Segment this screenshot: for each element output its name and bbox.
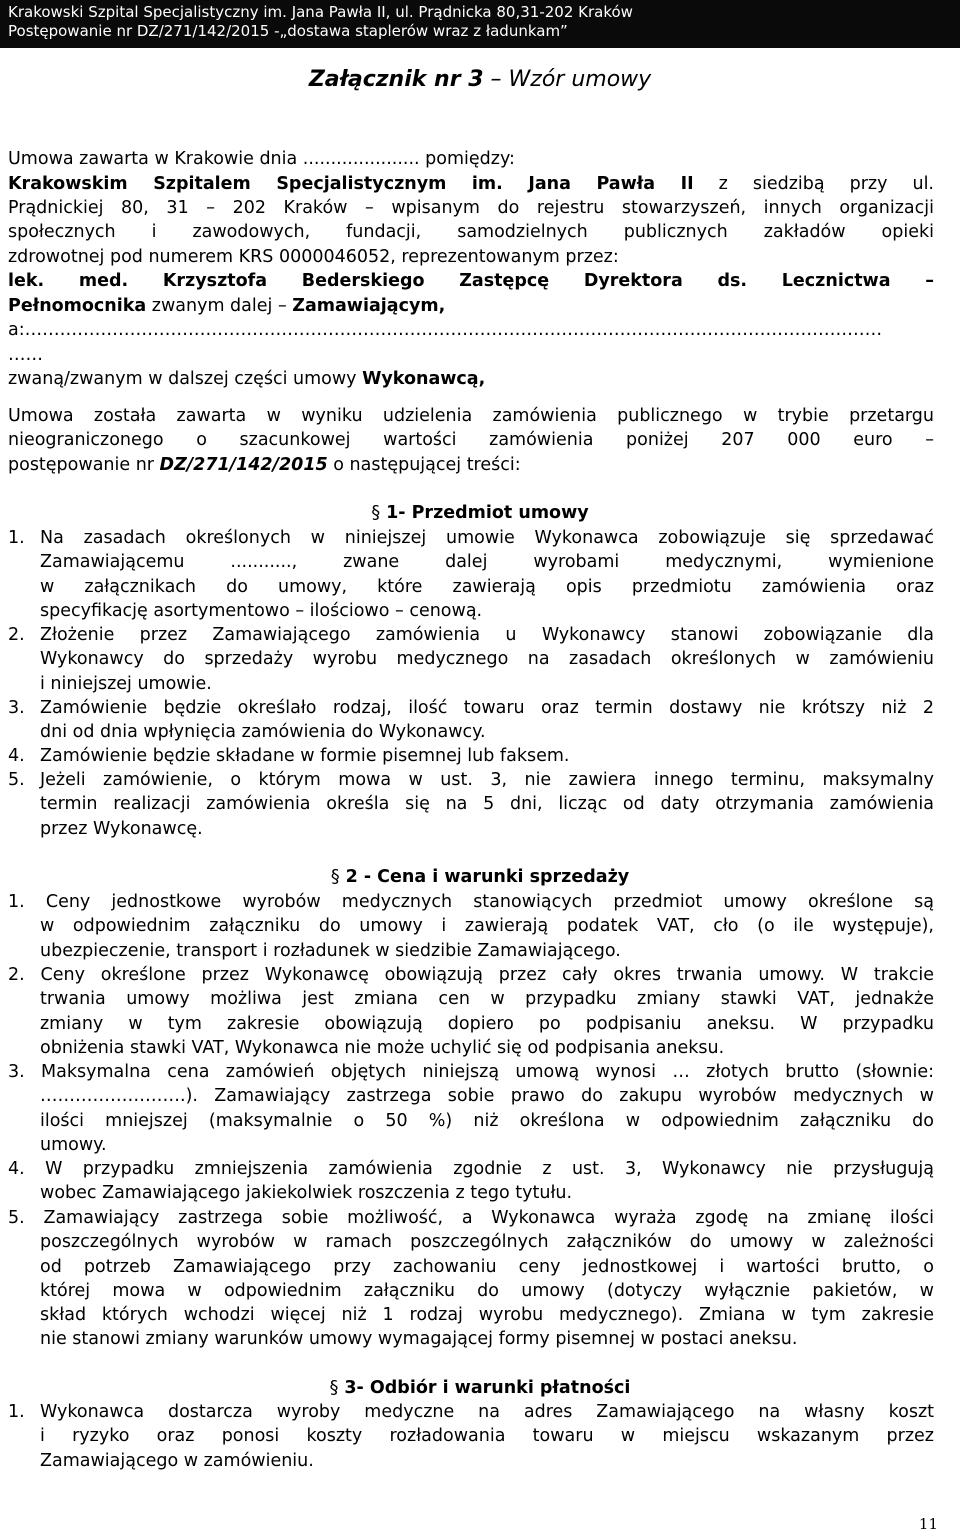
document-header bbox=[0, 0, 960, 48]
item-first-line bbox=[8, 1206, 934, 1230]
item-line: termin realizacji zamówienia określa się na 5 dni, licząc od daty otrzymania zamówienia bbox=[40, 794, 934, 815]
s1-item-2 bbox=[8, 623, 934, 696]
s3-item-1 bbox=[8, 1400, 934, 1473]
basis-line-2: nieograniczonego o szacunkowej wartości zamówienia poniżej 207 000 euro – bbox=[8, 430, 934, 450]
item-first-line bbox=[8, 963, 934, 987]
item-line: umowy. bbox=[40, 1134, 107, 1155]
s2-item-5 bbox=[8, 1206, 934, 1352]
item-text: Ceny określone przez Wykonawcę obowiązują przez cały okres trwania umowy. W trakcie bbox=[40, 965, 934, 985]
representative-called: zwanym dalej – bbox=[146, 296, 293, 316]
basis-line-1: Umowa została zawarta w wyniku udzielenia zamówienia publicznego w trybie przetargu bbox=[8, 406, 934, 426]
intro-line-1: Umowa zawarta w Krakowie dnia ..................... pomiędzy: bbox=[8, 149, 515, 169]
page-number: 11 bbox=[918, 1514, 938, 1533]
item-line: Zamawiającego w zamówieniu. bbox=[40, 1450, 314, 1471]
intro-line-4: społecznych i zawodowych, fundacji, samodzielnych publicznych zakładów opieki bbox=[8, 222, 934, 242]
item-first-line bbox=[8, 1157, 934, 1181]
item-line: której mowa w odpowiednim załączniku do umowy (dotyczy wyłącznie pakietów, w bbox=[40, 1280, 934, 1301]
s1-item-3 bbox=[8, 696, 934, 745]
intro-line-3: Prądnickiej 80, 31 – 202 Kraków – wpisanym do rejestru stowarzyszeń, innych organizacji bbox=[8, 198, 934, 218]
item-line: trwania umowy możliwa jest zmiana cen w przypadku zmiany stawki VAT, jednakże bbox=[40, 989, 934, 1010]
contractor-blank-line: a:………………………………………………………………………………………………………………………………… bbox=[8, 320, 883, 340]
item-number: 5. bbox=[8, 770, 25, 790]
annex-title-text: – Wzór umowy bbox=[483, 67, 652, 92]
item-number: 4. bbox=[8, 746, 25, 766]
item-line: Zamówienie będzie określało rodzaj, ilość towaru oraz termin dostawy nie krótszy niż 2 bbox=[40, 698, 934, 718]
hospital-seat: z siedzibą przy ul. bbox=[693, 174, 934, 194]
item-line: przez Wykonawcę. bbox=[40, 818, 203, 839]
item-line: specyfikację asortymentowo – ilościowo – cenową. bbox=[40, 600, 483, 621]
intro-line-2 bbox=[8, 172, 934, 196]
orderer-label: Zamawiającym, bbox=[292, 296, 446, 316]
item-line: Zamówienie będzie składane w formie pisemnej lub faksem. bbox=[40, 746, 570, 766]
s2-item-4 bbox=[8, 1157, 934, 1206]
item-line: Złożenie przez Zamawiającego zamówienia u Wykonawcy stanowi zobowiązanie dla bbox=[40, 625, 934, 645]
intro-line-6: lek. med. Krzysztofa Bederskiego Zastępcę Dyrektora ds. Lecznictwa – bbox=[8, 271, 934, 291]
header-procedure-line: Postępowanie nr DZ/271/142/2015 -„dostawa staplerów wraz z ładunkam” bbox=[8, 22, 568, 40]
item-line: w odpowiednim załączniku do umowy i zawierają podatek VAT, cło (o ile występuje), bbox=[40, 916, 934, 937]
item-line: od potrzeb Zamawiającego przy zachowaniu ceny jednostkowej i wartości brutto, o bbox=[40, 1256, 934, 1277]
item-number: 1. bbox=[8, 892, 25, 912]
header-hospital-line: Krakowski Szpital Specjalistyczny im. Jana Pawła II, ul. Prądnicka 80,31-202 Kraków bbox=[8, 3, 633, 21]
item-line: …………………….). Zamawiający zastrzega sobie prawo do zakupu wyrobów medycznych w bbox=[40, 1086, 934, 1107]
s1-item-4 bbox=[8, 744, 934, 768]
item-number: 1. bbox=[8, 1402, 25, 1422]
procedure-prefix: postępowanie nr bbox=[8, 455, 160, 475]
item-line: obniżenia stawki VAT, Wykonawca nie może uchylić się od podpisania aneksu. bbox=[40, 1037, 725, 1058]
representative-role: Pełnomocnika bbox=[8, 296, 147, 316]
item-line: Na zasadach określonych w niniejszej umowie Wykonawca zobowiązuje się sprzedawać bbox=[40, 528, 934, 548]
intro-line-7 bbox=[8, 294, 934, 318]
item-number: 2. bbox=[8, 625, 25, 645]
basis-line-3 bbox=[8, 453, 934, 477]
item-text: Zamawiający zastrzega sobie możliwość, a Wykonawca wyraża zgodę na zmianę ilości bbox=[43, 1208, 934, 1228]
procedure-suffix: o następującej treści: bbox=[327, 455, 521, 475]
annex-title-number: Załącznik nr 3 bbox=[308, 67, 484, 92]
item-line: Wykonawca dostarcza wyroby medyczne na adres Zamawiającego na własny koszt bbox=[40, 1402, 934, 1422]
item-line: i ryzyko oraz ponosi koszty rozładowania towaru w miejscu wskazanym przez bbox=[40, 1426, 934, 1447]
item-first-line bbox=[8, 1060, 934, 1084]
contractor-label: Wykonawcą, bbox=[362, 369, 486, 389]
item-number: 2. bbox=[8, 965, 25, 985]
item-line: ilości mniejszej (maksymalnie o 50 %) niż określona w odpowiednim załączniku do bbox=[40, 1110, 934, 1131]
intro-line-10 bbox=[8, 367, 934, 391]
item-line: Wykonawcy do sprzedaży wyrobu medycznego na zasadach określonych w zamówieniu bbox=[40, 649, 934, 670]
section-2-title-text: 2 - Cena i warunki sprzedaży bbox=[345, 867, 630, 887]
item-first-line bbox=[8, 890, 934, 914]
item-number: 3. bbox=[8, 698, 25, 718]
s2-item-2 bbox=[8, 963, 934, 1060]
s1-item-5 bbox=[8, 768, 934, 841]
item-line: i niniejszej umowie. bbox=[40, 673, 212, 694]
section-mark-icon: § bbox=[329, 1378, 339, 1398]
section-mark-icon: § bbox=[330, 867, 340, 887]
section-2-title bbox=[0, 865, 960, 889]
section-3-title-text: 3- Odbiór i warunki płatności bbox=[344, 1378, 631, 1398]
item-line: Zamawiającemu ..........., zwane dalej wyrobami medycznymi, wymienione bbox=[40, 552, 934, 573]
procedure-number: DZ/271/142/2015 bbox=[159, 455, 328, 475]
item-line: Jeżeli zamówienie, o którym mowa w ust. 3, nie zawiera innego terminu, maksymalny bbox=[40, 770, 934, 790]
item-line: dni od dnia wpłynięcia zamówienia do Wykonawcy. bbox=[40, 722, 486, 743]
section-mark-icon: § bbox=[371, 503, 381, 523]
item-line: poszczególnych wyrobów w ramach poszczególnych załączników do umowy w zależności bbox=[40, 1232, 934, 1253]
section-1-title bbox=[0, 501, 960, 525]
item-number: 4. bbox=[8, 1159, 25, 1179]
item-number: 3. bbox=[8, 1062, 25, 1082]
annex-title bbox=[0, 66, 960, 94]
intro-line-5: zdrowotnej pod numerem KRS 0000046052, reprezentowanym przez: bbox=[8, 247, 619, 267]
hospital-name: Krakowskim Szpitalem Specjalistycznym im. Jana Pawła II bbox=[8, 174, 694, 194]
item-line: wobec Zamawiającego jakiekolwiek roszczenia z tego tytułu. bbox=[40, 1183, 573, 1204]
item-number: 5. bbox=[8, 1208, 25, 1228]
item-line: nie stanowi zmiany warunków umowy wymagającej formy pisemnej w postaci aneksu. bbox=[40, 1329, 798, 1350]
contractor-called: zwaną/zwanym w dalszej części umowy bbox=[8, 369, 363, 389]
contractor-blank-cont: …… bbox=[8, 345, 43, 365]
section-3-title bbox=[0, 1376, 960, 1400]
item-line: ubezpieczenie, transport i rozładunek w siedzibie Zamawiającego. bbox=[40, 940, 621, 961]
s2-item-3 bbox=[8, 1060, 934, 1157]
s2-item-1 bbox=[8, 890, 934, 963]
section-1-title-text: 1- Przedmiot umowy bbox=[386, 503, 589, 523]
item-text: Maksymalna cena zamówień objętych niniejszą umową wynosi … złotych brutto (słownie: bbox=[41, 1062, 934, 1082]
item-line: zmiany w tym zakresie obowiązują dopiero po podpisaniu aneksu. W przypadku bbox=[40, 1013, 934, 1034]
item-line: w załącznikach do umowy, które zawierają opis przedmiotu zamówienia oraz bbox=[40, 576, 934, 597]
item-text: Ceny jednostkowe wyrobów medycznych stanowiących przedmiot umowy określone są bbox=[45, 892, 934, 912]
s1-item-1 bbox=[8, 526, 934, 623]
item-text: W przypadku zmniejszenia zamówienia zgodnie z ust. 3, Wykonawcy nie przysługują bbox=[45, 1159, 934, 1179]
item-line: skład których wchodzi więcej niż 1 rodzaj wyrobu medycznego). Zmiana w tym zakresie bbox=[40, 1305, 934, 1326]
item-number: 1. bbox=[8, 528, 25, 548]
